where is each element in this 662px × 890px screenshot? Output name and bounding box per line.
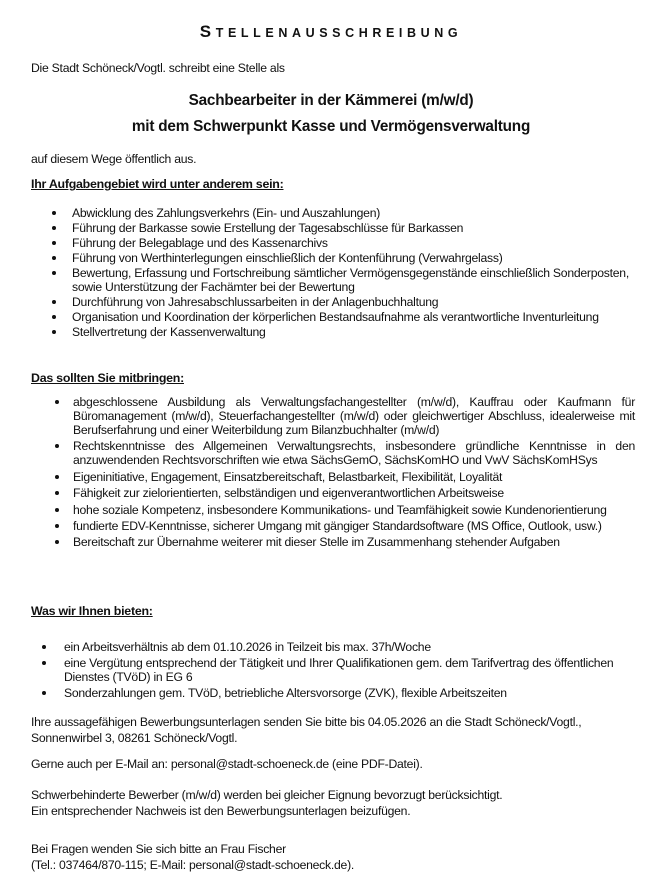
outro-text: auf diesem Wege öffentlich aus. bbox=[31, 152, 197, 166]
list-item bbox=[72, 325, 632, 339]
list-item-text: Fähigkeit zur zielorientierten, selbständigen und eigenverantwortlichen Arbeitsweise bbox=[73, 486, 504, 501]
bullet-icon bbox=[42, 645, 46, 649]
contact-suffix: ). bbox=[347, 857, 355, 872]
bullet-icon bbox=[52, 315, 56, 319]
section-heading-tasks: Ihr Aufgabengebiet wird unter anderem sein: bbox=[31, 177, 284, 191]
list-item-text: fundierte EDV-Kenntnisse, sicherer Umgang mit gängiger Standardsoftware (MS Office, Outlook, usw.) bbox=[73, 518, 602, 533]
contact-details bbox=[31, 858, 641, 874]
list-item bbox=[72, 251, 632, 265]
list-item bbox=[64, 656, 624, 684]
bullet-icon bbox=[55, 444, 59, 448]
list-item bbox=[72, 221, 632, 235]
list-item-text: Sonderzahlungen gem. TVöD, betriebliche Altersvorsorge (ZVK), flexible Arbeitszeiten bbox=[64, 686, 507, 700]
list-item-text: Führung der Belegablage und des Kassenarchivs bbox=[72, 236, 328, 250]
list-item-text: Abwicklung des Zahlungsverkehrs (Ein- und Auszahlungen) bbox=[72, 206, 381, 220]
list-item bbox=[73, 395, 635, 437]
list-item-text: abgeschlossene Ausbildung als Verwaltungsfachangestellter (m/w/d), Kauffrau oder Kaufmann für Büromanagement (m/w/d), Steuerfachangestellter (m/w/d) oder gleichwertiger Abschluss, idealerweise mit Berufserfahrung und einer Weiterbildung zum Bilanzbuchhalter (m/w/d) bbox=[73, 395, 635, 437]
list-item-text: Durchführung von Jahresabschlussarbeiten in der Anlagenbuchhaltung bbox=[72, 295, 439, 309]
list-item-text: Führung von Werthinterlegungen einschließlich der Kontenführung (Verwahrgelass) bbox=[72, 251, 503, 265]
disability-notice bbox=[31, 788, 641, 819]
document-title bbox=[0, 22, 662, 42]
list-item bbox=[72, 236, 632, 250]
list-item bbox=[73, 439, 635, 467]
email-prefix: Gerne auch per E-Mail an: bbox=[31, 757, 171, 771]
contact-phone: (Tel.: 037464/870-115; E-Mail: bbox=[31, 857, 189, 872]
list-item-text: Stellvertretung der Kassenverwaltung bbox=[72, 325, 266, 339]
bullet-icon bbox=[52, 211, 56, 215]
email-application bbox=[31, 757, 641, 773]
bullet-icon bbox=[52, 256, 56, 260]
list-item bbox=[73, 535, 635, 549]
list-item bbox=[73, 519, 635, 533]
bullet-icon bbox=[52, 241, 56, 245]
bullet-icon bbox=[52, 330, 56, 334]
list-item-text: Führung der Barkasse sowie Erstellung der Tagesabschlüsse für Barkassen bbox=[72, 221, 464, 235]
bullet-icon bbox=[55, 491, 59, 495]
bullet-icon bbox=[55, 400, 59, 404]
list-item bbox=[64, 686, 624, 700]
list-item-text: hohe soziale Kompetenz, insbesondere Kommunikations- und Teamfähigkeit sowie Kundenorientierung bbox=[73, 502, 607, 517]
contact-email-link[interactable]: personal@stadt-schoeneck.de bbox=[189, 857, 348, 872]
list-item-text: eine Vergütung entsprechend der Tätigkeit und Ihrer Qualifikationen gem. dem Tarifvertrag des öffentlichen Dienstes (TVöD) in EG 6 bbox=[64, 656, 614, 684]
contact-person: Bei Fragen wenden Sie sich bitte an Frau Fischer bbox=[31, 842, 286, 856]
bullet-icon bbox=[55, 524, 59, 528]
list-item-text: Bewertung, Erfassung und Fortschreibung sämtlicher Vermögensgegenstände einschließlich Sonderposten, sowie Unterstützung der Fachämter bei der Bewertung bbox=[72, 266, 629, 294]
bullet-icon bbox=[42, 691, 46, 695]
contact-info bbox=[31, 842, 641, 873]
list-item bbox=[64, 640, 624, 654]
list-item bbox=[73, 486, 635, 500]
list-item-text: Organisation und Koordination der körperlichen Bestandsaufnahme als verantwortliche Inventurleitung bbox=[72, 310, 599, 324]
application-line-1: Ihre aussagefähigen Bewerbungsunterlagen senden Sie bitte bis 04.05.2026 an die Stadt Schöneck/Vogtl., bbox=[31, 715, 582, 729]
bullet-icon bbox=[52, 271, 56, 275]
email-suffix: (eine PDF-Datei). bbox=[328, 757, 423, 771]
list-item-text: Eigeninitiative, Engagement, Einsatzbereitschaft, Belastbarkeit, Flexibilität, Loyalität bbox=[73, 469, 503, 484]
title-initial: S bbox=[199, 22, 216, 41]
disability-line-1: Schwerbehinderte Bewerber (m/w/d) werden bei gleicher Eignung bevorzugt berücksichtigt. bbox=[31, 788, 503, 802]
list-item bbox=[73, 470, 635, 484]
intro-text: Die Stadt Schöneck/Vogtl. schreibt eine Stelle als bbox=[31, 61, 285, 75]
list-item-text: Rechtskenntnisse des Allgemeinen Verwaltungsrechts, insbesondere gründliche Kenntnisse in den anzuwendenden Rechtsvorschriften wie etwa SächsGemO, SächsKomHO und VwV SächsKomHSys bbox=[73, 439, 635, 468]
job-title-line-2: mit dem Schwerpunkt Kasse und Vermögensverwaltung bbox=[131, 118, 531, 135]
list-item bbox=[72, 295, 632, 309]
bullet-icon bbox=[55, 508, 59, 512]
title-rest: TELLENAUSSCHREIBUNG bbox=[215, 26, 463, 40]
list-item-text: Bereitschaft zur Übernahme weiterer mit dieser Stelle im Zusammenhang stehender Aufgaben bbox=[73, 535, 560, 550]
requirements-list bbox=[73, 395, 635, 552]
section-heading-benefits: Was wir Ihnen bieten: bbox=[31, 604, 153, 618]
bullet-icon bbox=[52, 300, 56, 304]
tasks-list bbox=[72, 206, 632, 340]
list-item bbox=[72, 206, 632, 220]
application-address: Sonnenwirbel 3, 08261 Schöneck/Vogtl. bbox=[31, 730, 238, 745]
list-item bbox=[72, 310, 632, 324]
bullet-icon bbox=[55, 540, 59, 544]
list-item bbox=[73, 503, 635, 517]
list-item bbox=[72, 266, 632, 294]
job-title-line-1: Sachbearbeiter in der Kämmerei (m/w/d) bbox=[188, 92, 474, 109]
list-item-text: ein Arbeitsverhältnis ab dem 01.10.2026 in Teilzeit bis max. 37h/Woche bbox=[64, 640, 431, 654]
benefits-list bbox=[64, 640, 624, 702]
bullet-icon bbox=[55, 475, 59, 479]
application-instructions bbox=[31, 715, 641, 746]
disability-line-2: Ein entsprechender Nachweis ist den Bewerbungsunterlagen beizufügen. bbox=[31, 803, 411, 818]
bullet-icon bbox=[42, 661, 46, 665]
section-heading-requirements: Das sollten Sie mitbringen: bbox=[31, 371, 184, 385]
bullet-icon bbox=[52, 226, 56, 230]
application-email-link[interactable]: personal@stadt-schoeneck.de bbox=[170, 757, 329, 771]
